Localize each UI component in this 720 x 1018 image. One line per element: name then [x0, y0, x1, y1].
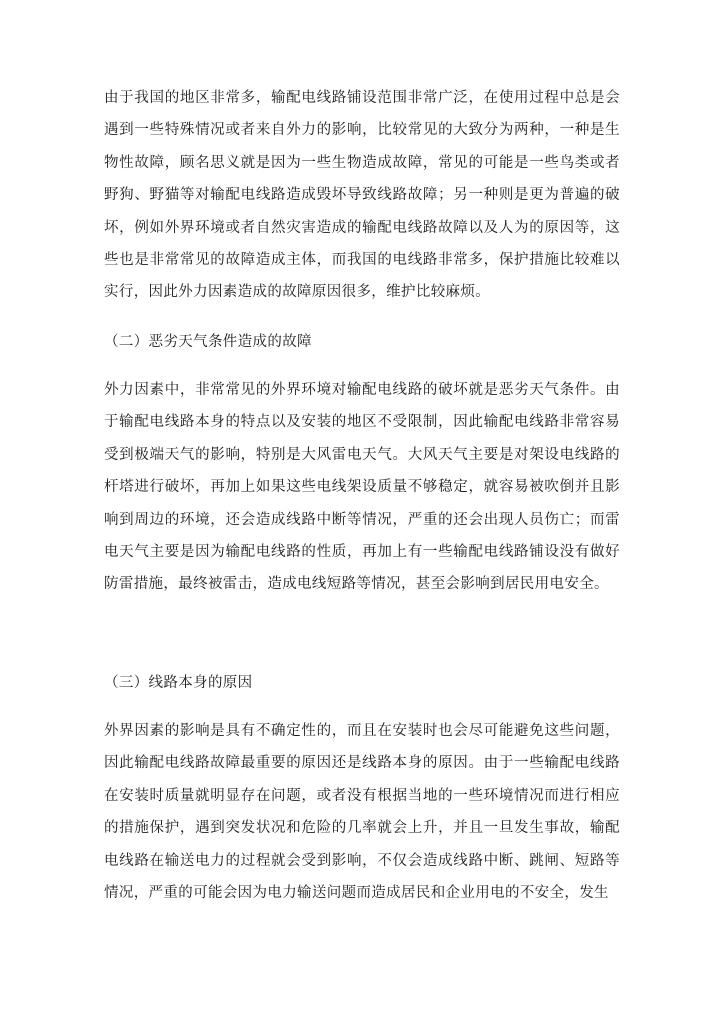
section-heading-bad-weather: （二）恶劣天气条件造成的故障: [104, 334, 312, 350]
body-paragraph-line-itself: 外界因素的影响是具有不确定性的，而且在安装时也会尽可能避免这些问题，因此输配电线路故障最重要的原因还是线路本身的原因。由于一些输配电线路在安装时质量就明显存在问题，或者没有根据当地的一些环境情况而进行相应的措施保护，遇到突发状况和危险的几率就会上升，并且一旦发生事故，输配电线路在输送电力的过程就会受到影响，不仅会造成线路中断、跳闸、短路等情况，严重的可能会因为电力输送问题而造成居民和企业用电的不安全，发生: [104, 723, 620, 902]
body-paragraph-bad-weather: 外力因素中，非常常见的外界环境对输配电线路的破坏就是恶劣天气条件。由于输配电线路本身的特点以及安装的地区不受限制，因此输配电线路非常容易受到极端天气的影响，特别是大风雷电天气。大风天气主要是对架设电线路的杆塔进行破坏，再加上如果这些电线架设质量不够稳定，就容易被吹倒并且影响到周边的环境，还会造成线路中断等情况，严重的还会出现人员伤亡；而雷电天气主要是因为输配电线路的性质，再加上有一些输配电线路铺设没有做好防雷措施，最终被雷击，造成电线短路等情况，甚至会影响到居民用电安全。: [104, 382, 620, 593]
section-heading-line-itself: （三）线路本身的原因: [104, 675, 253, 691]
body-paragraph-external-force: 由于我国的地区非常多，输配电线路铺设范围非常广泛，在使用过程中总是会遇到一些特殊情况或者来自外力的影响，比较常见的大致分为两种，一种是生物性故障，顾名思义就是因为一些生物造成故障，常见的可能是一些鸟类或者野狗、野猫等对输配电线路造成毁坏导致线路故障；另一种则是更为普遍的破坏，例如外界环境或者自然灾害造成的输配电线路故障以及人为的原因等，这些也是非常常见的故障造成主体，而我国的电线路非常多，保护措施比较难以实行，因此外力因素造成的故障原因很多，维护比较麻烦。: [104, 90, 620, 301]
